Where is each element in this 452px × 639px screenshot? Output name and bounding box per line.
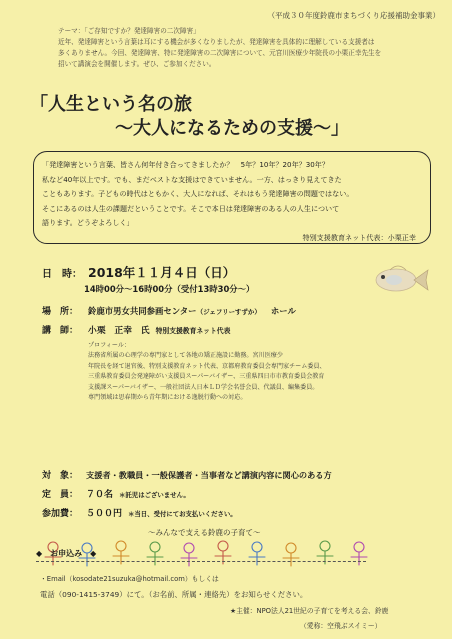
theme-line: 招いて講演会を開催します。ぜひ、ご参加ください。: [58, 60, 216, 68]
profile-line: 支援課スーパーバイザー、一般社団法人日本ＬＤ学会名誉会員、代議員、編集委員。: [88, 383, 319, 391]
date-value: 2018年１１月４日（日）: [88, 265, 236, 280]
profile-line: 年院長を経て退官後、特別支援教育ネット代表、京都府教育委員会専門家チーム委員、: [88, 362, 326, 370]
theme-line: 近年、発達障害という言葉は耳にする機会が多くなりましたが、発達障害を具体的に理解している支援者は: [58, 38, 375, 46]
venue-nickname: （ジェフリーすずか）: [196, 308, 261, 316]
host-organization: ★主催：NPO法人21世紀の子育てを考える会、鈴鹿: [230, 607, 389, 615]
date-label: 日 時：: [42, 269, 82, 280]
quote-line: 「発達障害という言葉、皆さん何年付き合ってきましたか？ 5年？10年？20年？30年？: [42, 160, 329, 169]
event-time: 14時00分～16時00分（受付13時30分～）: [84, 284, 255, 294]
quote-line: こともあります。子どもの時代はともかく、大人になれば、それはもう発達障害の問題ではない。: [42, 189, 354, 198]
title-line-1: 「人生という名の旅: [30, 94, 192, 115]
capacity-note: ＊託児はございません。: [119, 491, 190, 499]
application-phone: 電話（090-1415-3749）にて。（お名前、所属・連絡先）をお知らせください。: [40, 590, 308, 599]
profile-line: 法務省所属の心理学の専門家として各地の矯正施設に勤務。宮川医療少: [88, 352, 283, 360]
event-capacity: [42, 487, 190, 500]
event-fee: [42, 506, 237, 519]
application-email: ・Email（kosodate21suzuka@hotmail.com）もしくは: [40, 575, 219, 583]
profile-line: 専門領域は思春期から青年期における逸脱行動への対応。: [88, 394, 247, 402]
profile-heading: プロフィール：: [88, 342, 131, 349]
speaker-affiliation: 特別支援教育ネット代表: [155, 327, 231, 335]
theme-line: テーマ：「ご存知ですか？発達障害の二次障害」: [58, 27, 200, 35]
title-line-2: ～大人になるための支援～」: [115, 118, 349, 139]
venue-label: 場 所：: [42, 307, 79, 317]
target-value: 支援者・教職員・一般保護者・当事者など講演内容に関心のある方: [86, 470, 332, 480]
fish-illustration: [372, 258, 430, 298]
application-heading: ◆ お申込み ◆: [36, 549, 97, 558]
host-nickname: （愛称：空飛ぶスイミー）: [300, 622, 382, 630]
event-speaker: [42, 323, 230, 336]
subsidy-note: （平成３０年度鈴鹿市まちづくり応援補助金事業）: [267, 11, 440, 20]
quote-line: 私など40年以上です。でも、まだベストな支援はできていません。一方、はっきり見えてきた: [42, 174, 342, 184]
application-divider: [36, 561, 366, 562]
slogan: ～みんなで支える鈴鹿の子育て～: [148, 528, 261, 537]
theme-intro: [58, 26, 430, 70]
venue-hall: ホール: [270, 306, 296, 316]
fee-note: ＊当日、受付にてお支払いください。: [128, 510, 237, 518]
quote-line: 語ります。どうぞよろしく」: [42, 218, 134, 227]
fee-value: ５００円: [86, 509, 123, 519]
venue-value: 鈴鹿市男女共同参画センター: [88, 306, 197, 316]
capacity-label: 定 員：: [42, 490, 79, 500]
speaker-quote-box: [33, 151, 431, 244]
quote-signature: 特別支援教育ネット代表：小栗正幸: [302, 232, 416, 242]
fee-label: 参加費：: [42, 509, 79, 519]
capacity-value: ７０名: [86, 490, 114, 500]
target-label: 対 象：: [42, 471, 79, 481]
profile-line: 三重県教育委員会発達障がい支援員スーパーバイザー、三重県四日市市教育委員会教育: [88, 373, 325, 381]
event-date: [42, 263, 235, 281]
event-target: [42, 468, 332, 481]
speaker-name: 小栗 正幸 氏: [88, 326, 150, 336]
quote-line: そこにあるのは人生の課題だということです。そこで本日は発達障害のある人の人生について: [42, 203, 340, 213]
lecture-title: [30, 90, 349, 139]
speaker-label: 講 師：: [42, 326, 79, 336]
speaker-profile: [88, 341, 428, 403]
event-venue: [42, 304, 296, 317]
theme-line: 多くありません。今回、発達障害、特に発達障害の二次障害について、元宮川医療少年院長の小栗正幸先生を: [58, 49, 382, 57]
